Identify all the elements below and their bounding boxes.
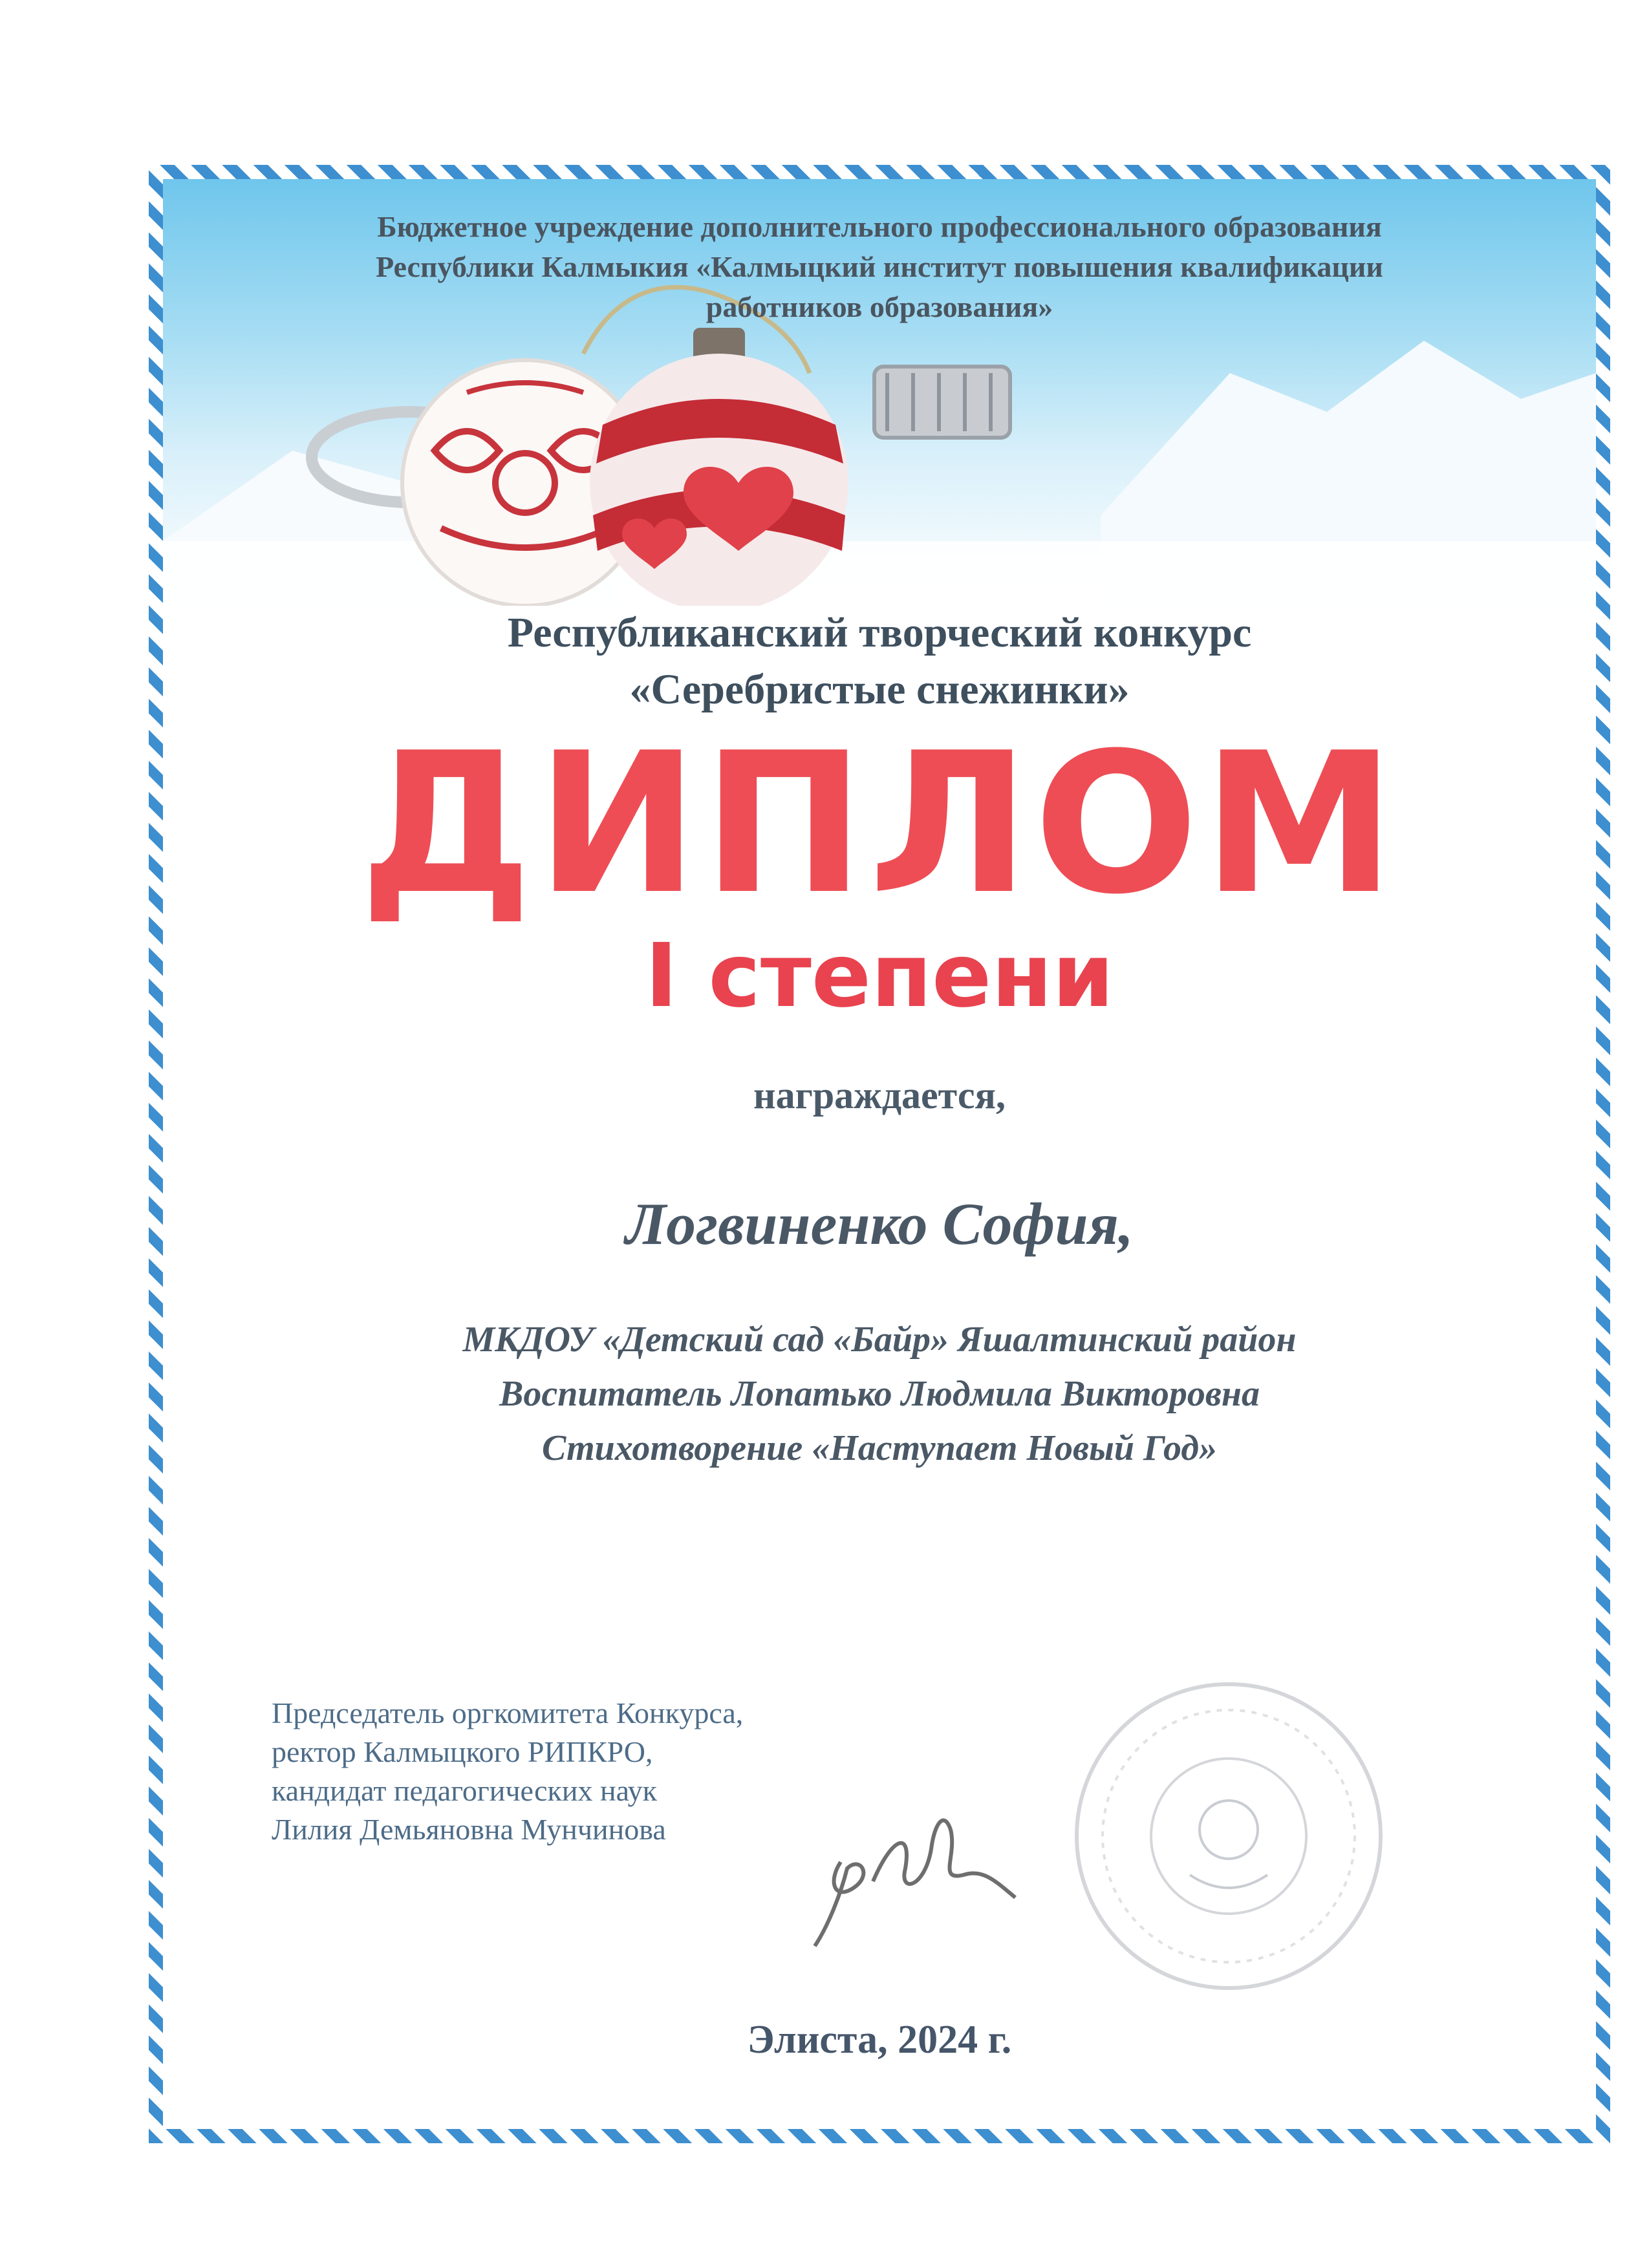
recipient-teacher: Воспитатель Лопатько Людмила Викторовна <box>499 1374 1260 1414</box>
recipient-details <box>163 1312 1596 1475</box>
chairman-block <box>272 1694 743 1849</box>
contest-line: Республиканский творческий конкурс <box>507 609 1252 656</box>
signature-icon <box>802 1784 1035 1952</box>
organization-line: работников образования» <box>706 290 1053 323</box>
chairman-name: Лилия Демьяновна Мунчинова <box>272 1813 666 1846</box>
official-stamp-icon <box>1061 1668 1397 2004</box>
place-and-date: Элиста, 2024 г. <box>747 2018 1012 2062</box>
snow-ground <box>163 541 1596 606</box>
recipient-institution: МКДОУ «Детский сад «Байр» Яшалтинский район <box>462 1320 1297 1360</box>
diploma-degree: I степени <box>645 925 1114 1027</box>
recipient-work: Стихотворение «Наступает Новый Год» <box>541 1428 1218 1468</box>
organization-line: Бюджетное учреждение дополнительного профессионального образования <box>377 210 1382 243</box>
chairman-title: ректор Калмыцкого РИПКРО, <box>272 1735 653 1768</box>
diploma-title: ДИПЛОМ <box>359 711 1400 937</box>
contest-title <box>163 604 1596 718</box>
chairman-degree: кандидат педагогических наук <box>272 1774 658 1807</box>
recipient-name: Логвиненко София, <box>625 1191 1134 1257</box>
contest-name: «Серебристые снежинки» <box>629 666 1130 713</box>
organization-name <box>163 207 1596 327</box>
awarded-text: награждается, <box>753 1074 1006 1117</box>
organization-line: Республики Калмыкия «Калмыцкий институт повышения квалификации <box>376 250 1383 283</box>
chairman-position: Председатель оргкомитета Конкурса, <box>272 1696 744 1729</box>
